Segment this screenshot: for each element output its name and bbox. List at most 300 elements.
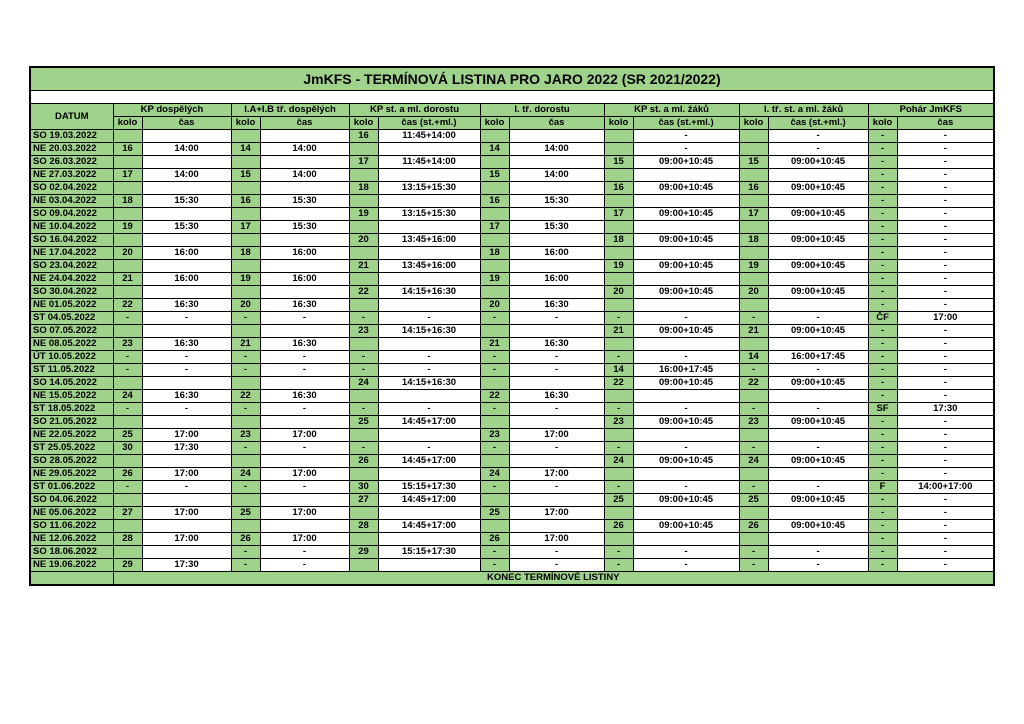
kolo-cell: - bbox=[480, 481, 509, 494]
table-row bbox=[31, 312, 993, 325]
cas-cell: - bbox=[768, 403, 868, 416]
kolo-cell bbox=[604, 221, 633, 234]
cas-cell: 14:15+16:30 bbox=[378, 377, 480, 390]
cas-cell bbox=[509, 182, 604, 195]
kolo-cell: 15 bbox=[604, 156, 633, 169]
kolo-cell: - bbox=[868, 442, 897, 455]
date-cell: SO 23.04.2022 bbox=[31, 260, 113, 273]
kolo-cell bbox=[349, 273, 378, 286]
kolo-cell bbox=[480, 325, 509, 338]
kolo-cell bbox=[231, 416, 260, 429]
kolo-cell: - bbox=[739, 559, 768, 572]
date-cell: NE 10.04.2022 bbox=[31, 221, 113, 234]
kolo-cell: 21 bbox=[349, 260, 378, 273]
kolo-cell: 29 bbox=[349, 546, 378, 559]
cas-cell: - bbox=[142, 364, 231, 377]
cas-cell bbox=[633, 169, 739, 182]
kolo-cell bbox=[113, 260, 142, 273]
cas-cell: - bbox=[509, 351, 604, 364]
cas-cell: - bbox=[260, 481, 349, 494]
cas-cell: - bbox=[897, 468, 993, 481]
cas-cell bbox=[142, 455, 231, 468]
kolo-cell: SF bbox=[868, 403, 897, 416]
kolo-cell: 25 bbox=[739, 494, 768, 507]
kolo-cell: - bbox=[480, 364, 509, 377]
cas-cell: - bbox=[897, 377, 993, 390]
kolo-cell: 17 bbox=[739, 208, 768, 221]
cas-cell bbox=[142, 325, 231, 338]
cas-cell bbox=[633, 247, 739, 260]
kolo-cell: - bbox=[480, 546, 509, 559]
table-row bbox=[31, 468, 993, 481]
kolo-cell: 21 bbox=[113, 273, 142, 286]
cas-cell bbox=[260, 182, 349, 195]
date-cell: NE 20.03.2022 bbox=[31, 143, 113, 156]
cas-header: čas bbox=[509, 117, 604, 130]
kolo-cell bbox=[604, 130, 633, 143]
cas-cell: - bbox=[897, 156, 993, 169]
cas-cell: 15:30 bbox=[509, 221, 604, 234]
cas-cell: - bbox=[378, 364, 480, 377]
kolo-cell: - bbox=[868, 468, 897, 481]
kolo-cell bbox=[231, 286, 260, 299]
kolo-cell: - bbox=[868, 520, 897, 533]
kolo-cell bbox=[113, 286, 142, 299]
date-cell: SO 21.05.2022 bbox=[31, 416, 113, 429]
kolo-cell: - bbox=[113, 312, 142, 325]
kolo-header: kolo bbox=[349, 117, 378, 130]
cas-cell: 16:30 bbox=[142, 299, 231, 312]
cas-cell: - bbox=[633, 312, 739, 325]
kolo-cell: - bbox=[604, 559, 633, 572]
table-row bbox=[31, 299, 993, 312]
kolo-cell: 16 bbox=[480, 195, 509, 208]
kolo-header: kolo bbox=[868, 117, 897, 130]
date-cell: NE 22.05.2022 bbox=[31, 429, 113, 442]
cas-cell bbox=[768, 247, 868, 260]
cas-cell: 09:00+10:45 bbox=[633, 208, 739, 221]
cas-cell: 14:00 bbox=[142, 169, 231, 182]
cas-cell bbox=[768, 429, 868, 442]
table-row bbox=[31, 130, 993, 143]
cas-cell bbox=[768, 338, 868, 351]
kolo-cell: 23 bbox=[604, 416, 633, 429]
kolo-cell bbox=[739, 429, 768, 442]
kolo-cell: - bbox=[349, 351, 378, 364]
cas-cell bbox=[509, 234, 604, 247]
kolo-cell: - bbox=[739, 364, 768, 377]
page-title: JmKFS - TERMÍNOVÁ LISTINA PRO JARO 2022 (SR 2021/2022) bbox=[31, 68, 993, 91]
kolo-cell: 29 bbox=[113, 559, 142, 572]
kolo-cell bbox=[739, 299, 768, 312]
kolo-cell: 30 bbox=[349, 481, 378, 494]
cas-cell: 15:15+17:30 bbox=[378, 481, 480, 494]
cas-cell: 16:30 bbox=[260, 338, 349, 351]
kolo-cell: 16 bbox=[604, 182, 633, 195]
cas-cell bbox=[260, 455, 349, 468]
cas-cell: - bbox=[897, 273, 993, 286]
kolo-cell: 26 bbox=[739, 520, 768, 533]
cas-cell: 17:00 bbox=[509, 429, 604, 442]
cas-cell: - bbox=[633, 481, 739, 494]
cas-cell: - bbox=[142, 481, 231, 494]
cas-cell bbox=[509, 208, 604, 221]
kolo-cell: 17 bbox=[604, 208, 633, 221]
cas-cell: 15:30 bbox=[509, 195, 604, 208]
kolo-cell bbox=[113, 130, 142, 143]
cas-cell bbox=[378, 273, 480, 286]
kolo-cell bbox=[604, 468, 633, 481]
cas-cell: 14:00 bbox=[260, 169, 349, 182]
cas-cell: - bbox=[897, 338, 993, 351]
kolo-cell bbox=[480, 234, 509, 247]
kolo-cell: 16 bbox=[739, 182, 768, 195]
kolo-cell bbox=[231, 208, 260, 221]
cas-cell bbox=[142, 182, 231, 195]
table-row bbox=[31, 520, 993, 533]
kolo-cell: - bbox=[868, 195, 897, 208]
cas-cell: 17:00 bbox=[142, 507, 231, 520]
cas-cell: - bbox=[142, 312, 231, 325]
kolo-cell bbox=[604, 390, 633, 403]
date-cell: SO 14.05.2022 bbox=[31, 377, 113, 390]
kolo-cell: - bbox=[868, 286, 897, 299]
kolo-cell: - bbox=[231, 481, 260, 494]
cas-cell: 09:00+10:45 bbox=[633, 455, 739, 468]
kolo-cell: 25 bbox=[113, 429, 142, 442]
kolo-cell bbox=[349, 390, 378, 403]
kolo-cell: 18 bbox=[231, 247, 260, 260]
cas-cell: 09:00+10:45 bbox=[768, 182, 868, 195]
date-cell: ST 11.05.2022 bbox=[31, 364, 113, 377]
date-cell: NE 05.06.2022 bbox=[31, 507, 113, 520]
kolo-cell: 23 bbox=[113, 338, 142, 351]
cas-cell bbox=[633, 299, 739, 312]
kolo-cell bbox=[480, 494, 509, 507]
cas-cell: 16:00 bbox=[509, 273, 604, 286]
cas-cell: - bbox=[378, 351, 480, 364]
date-cell: NE 01.05.2022 bbox=[31, 299, 113, 312]
cas-cell bbox=[142, 156, 231, 169]
cas-cell: 15:30 bbox=[260, 195, 349, 208]
kolo-cell: - bbox=[868, 390, 897, 403]
date-cell: ST 04.05.2022 bbox=[31, 312, 113, 325]
cas-cell: - bbox=[897, 416, 993, 429]
date-cell: SO 16.04.2022 bbox=[31, 234, 113, 247]
kolo-cell: - bbox=[349, 403, 378, 416]
kolo-cell bbox=[349, 221, 378, 234]
table-row bbox=[31, 494, 993, 507]
cas-cell: - bbox=[897, 130, 993, 143]
cas-cell: 09:00+10:45 bbox=[633, 156, 739, 169]
cas-cell bbox=[509, 130, 604, 143]
kolo-cell bbox=[349, 468, 378, 481]
cas-cell bbox=[768, 273, 868, 286]
cas-cell: 16:30 bbox=[260, 299, 349, 312]
cas-cell: 16:00+17:45 bbox=[768, 351, 868, 364]
kolo-cell bbox=[604, 299, 633, 312]
cas-cell bbox=[633, 507, 739, 520]
kolo-cell bbox=[604, 273, 633, 286]
cas-cell bbox=[768, 533, 868, 546]
cas-cell: 14:00 bbox=[142, 143, 231, 156]
kolo-cell: 20 bbox=[113, 247, 142, 260]
cas-cell: 17:00 bbox=[509, 507, 604, 520]
cas-cell bbox=[142, 416, 231, 429]
cas-cell: - bbox=[142, 403, 231, 416]
kolo-cell: 14 bbox=[739, 351, 768, 364]
kolo-cell: - bbox=[113, 364, 142, 377]
cas-cell: - bbox=[897, 260, 993, 273]
kolo-cell bbox=[604, 429, 633, 442]
date-cell: NE 12.06.2022 bbox=[31, 533, 113, 546]
table-row bbox=[31, 247, 993, 260]
cas-cell bbox=[378, 338, 480, 351]
cas-cell bbox=[142, 546, 231, 559]
table-row bbox=[31, 442, 993, 455]
cas-cell: 17:30 bbox=[142, 559, 231, 572]
kolo-cell: - bbox=[739, 312, 768, 325]
kolo-cell: 26 bbox=[349, 455, 378, 468]
kolo-cell: 21 bbox=[231, 338, 260, 351]
kolo-cell bbox=[480, 182, 509, 195]
kolo-cell bbox=[113, 234, 142, 247]
cas-cell: - bbox=[260, 546, 349, 559]
cas-cell bbox=[378, 169, 480, 182]
kolo-cell: 25 bbox=[231, 507, 260, 520]
table-row bbox=[31, 234, 993, 247]
cas-cell: - bbox=[633, 143, 739, 156]
kolo-cell: 20 bbox=[349, 234, 378, 247]
header-row-subcolumns bbox=[31, 117, 993, 130]
cas-cell bbox=[260, 286, 349, 299]
cas-cell: - bbox=[509, 312, 604, 325]
cas-cell: 16:00 bbox=[260, 247, 349, 260]
kolo-cell bbox=[480, 130, 509, 143]
date-cell: NE 29.05.2022 bbox=[31, 468, 113, 481]
cas-cell: 14:00 bbox=[260, 143, 349, 156]
cas-cell: - bbox=[142, 351, 231, 364]
cas-cell: 16:00 bbox=[509, 247, 604, 260]
cas-cell: 17:00 bbox=[260, 507, 349, 520]
cas-cell: 09:00+10:45 bbox=[768, 455, 868, 468]
cas-cell: 09:00+10:45 bbox=[768, 234, 868, 247]
cas-cell bbox=[633, 429, 739, 442]
cas-cell: 17:00 bbox=[142, 468, 231, 481]
kolo-cell: - bbox=[868, 208, 897, 221]
kolo-cell bbox=[739, 338, 768, 351]
kolo-cell bbox=[604, 169, 633, 182]
kolo-cell: - bbox=[868, 247, 897, 260]
cas-cell bbox=[142, 234, 231, 247]
cas-cell: - bbox=[897, 507, 993, 520]
kolo-cell: - bbox=[480, 559, 509, 572]
group-header-pohar: Pohár JmKFS bbox=[868, 104, 993, 117]
cas-cell bbox=[509, 286, 604, 299]
cas-cell bbox=[768, 169, 868, 182]
cas-cell bbox=[509, 520, 604, 533]
cas-cell: - bbox=[260, 442, 349, 455]
cas-cell bbox=[509, 260, 604, 273]
cas-cell bbox=[768, 299, 868, 312]
cas-cell bbox=[378, 429, 480, 442]
group-header-i-tr-zaku: I. tř. st. a ml. žáků bbox=[739, 104, 868, 117]
kolo-cell: - bbox=[868, 325, 897, 338]
date-cell: SO 18.06.2022 bbox=[31, 546, 113, 559]
cas-cell: 09:00+10:45 bbox=[633, 377, 739, 390]
cas-cell: 17:00 bbox=[260, 533, 349, 546]
kolo-cell: 26 bbox=[480, 533, 509, 546]
cas-cell bbox=[142, 208, 231, 221]
kolo-cell bbox=[604, 507, 633, 520]
cas-cell: - bbox=[897, 520, 993, 533]
table-row bbox=[31, 429, 993, 442]
cas-cell: - bbox=[633, 351, 739, 364]
date-cell: SO 28.05.2022 bbox=[31, 455, 113, 468]
kolo-cell bbox=[604, 338, 633, 351]
kolo-cell: - bbox=[113, 351, 142, 364]
table-row bbox=[31, 156, 993, 169]
table-row bbox=[31, 338, 993, 351]
table-row bbox=[31, 208, 993, 221]
cas-cell: - bbox=[260, 351, 349, 364]
kolo-cell: - bbox=[604, 403, 633, 416]
kolo-cell: 21 bbox=[739, 325, 768, 338]
kolo-cell: 26 bbox=[113, 468, 142, 481]
kolo-cell: 18 bbox=[349, 182, 378, 195]
cas-cell: 16:30 bbox=[509, 299, 604, 312]
cas-cell: - bbox=[633, 559, 739, 572]
date-cell: NE 15.05.2022 bbox=[31, 390, 113, 403]
kolo-header: kolo bbox=[113, 117, 142, 130]
cas-cell: 09:00+10:45 bbox=[633, 520, 739, 533]
cas-header: čas bbox=[142, 117, 231, 130]
cas-cell: 14:45+17:00 bbox=[378, 416, 480, 429]
cas-cell: - bbox=[633, 403, 739, 416]
kolo-cell bbox=[231, 156, 260, 169]
kolo-cell: 26 bbox=[604, 520, 633, 533]
cas-cell bbox=[633, 533, 739, 546]
schedule-table bbox=[31, 104, 993, 584]
kolo-cell: F bbox=[868, 481, 897, 494]
cas-cell: - bbox=[897, 325, 993, 338]
cas-cell: 16:00+17:45 bbox=[633, 364, 739, 377]
cas-cell: - bbox=[897, 390, 993, 403]
cas-cell: 17:00 bbox=[260, 468, 349, 481]
kolo-cell: 24 bbox=[604, 455, 633, 468]
cas-cell: - bbox=[768, 442, 868, 455]
cas-cell: - bbox=[378, 442, 480, 455]
date-cell: SO 02.04.2022 bbox=[31, 182, 113, 195]
kolo-cell: - bbox=[480, 312, 509, 325]
header-row-groups bbox=[31, 104, 993, 117]
kolo-cell bbox=[480, 377, 509, 390]
cas-cell: - bbox=[378, 403, 480, 416]
cas-cell: 09:00+10:45 bbox=[633, 182, 739, 195]
cas-cell bbox=[378, 299, 480, 312]
cas-cell bbox=[378, 221, 480, 234]
cas-cell bbox=[633, 468, 739, 481]
cas-header: čas (st.+ml.) bbox=[768, 117, 868, 130]
cas-cell: 16:30 bbox=[142, 338, 231, 351]
kolo-cell: 15 bbox=[231, 169, 260, 182]
cas-cell bbox=[260, 520, 349, 533]
cas-cell: - bbox=[509, 481, 604, 494]
kolo-cell bbox=[113, 546, 142, 559]
kolo-cell: - bbox=[604, 442, 633, 455]
cas-cell bbox=[142, 286, 231, 299]
kolo-cell: 28 bbox=[113, 533, 142, 546]
table-row bbox=[31, 455, 993, 468]
cas-cell bbox=[260, 325, 349, 338]
kolo-cell bbox=[480, 156, 509, 169]
cas-cell: - bbox=[897, 351, 993, 364]
kolo-cell bbox=[349, 195, 378, 208]
kolo-cell: 25 bbox=[480, 507, 509, 520]
cas-cell: - bbox=[897, 143, 993, 156]
cas-cell bbox=[509, 325, 604, 338]
kolo-cell bbox=[349, 143, 378, 156]
cas-cell: 09:00+10:45 bbox=[768, 325, 868, 338]
kolo-cell: - bbox=[604, 351, 633, 364]
cas-cell: 15:30 bbox=[142, 221, 231, 234]
cas-cell bbox=[378, 247, 480, 260]
kolo-cell: 18 bbox=[480, 247, 509, 260]
cas-cell: - bbox=[897, 455, 993, 468]
kolo-cell: 28 bbox=[349, 520, 378, 533]
cas-cell: - bbox=[897, 533, 993, 546]
cas-cell: - bbox=[633, 546, 739, 559]
cas-cell: 13:15+15:30 bbox=[378, 208, 480, 221]
date-cell: NE 17.04.2022 bbox=[31, 247, 113, 260]
cas-cell: 11:45+14:00 bbox=[378, 130, 480, 143]
kolo-cell: - bbox=[349, 312, 378, 325]
cas-cell bbox=[378, 390, 480, 403]
kolo-cell: 21 bbox=[604, 325, 633, 338]
kolo-cell: 23 bbox=[480, 429, 509, 442]
cas-cell bbox=[378, 507, 480, 520]
kolo-cell bbox=[480, 208, 509, 221]
kolo-cell bbox=[113, 377, 142, 390]
cas-cell bbox=[768, 221, 868, 234]
title-spacer bbox=[31, 91, 993, 104]
cas-cell: - bbox=[897, 169, 993, 182]
kolo-cell: 16 bbox=[113, 143, 142, 156]
cas-header: čas (st.+ml.) bbox=[378, 117, 480, 130]
kolo-cell bbox=[739, 130, 768, 143]
end-of-schedule-label: KONEC TERMÍNOVÉ LISTINY bbox=[113, 572, 993, 585]
kolo-cell: - bbox=[868, 273, 897, 286]
cas-cell bbox=[378, 559, 480, 572]
cas-cell bbox=[260, 156, 349, 169]
kolo-cell: - bbox=[739, 442, 768, 455]
cas-cell: - bbox=[378, 312, 480, 325]
cas-cell: 17:00 bbox=[260, 429, 349, 442]
kolo-cell: 14 bbox=[604, 364, 633, 377]
kolo-cell bbox=[113, 520, 142, 533]
cas-cell: - bbox=[897, 559, 993, 572]
kolo-cell: - bbox=[480, 351, 509, 364]
cas-cell bbox=[260, 208, 349, 221]
cas-cell: 16:30 bbox=[509, 390, 604, 403]
table-row bbox=[31, 533, 993, 546]
cas-cell: 09:00+10:45 bbox=[768, 520, 868, 533]
kolo-cell bbox=[231, 377, 260, 390]
cas-cell: - bbox=[633, 130, 739, 143]
cas-cell: - bbox=[897, 494, 993, 507]
table-row bbox=[31, 143, 993, 156]
cas-cell: 17:30 bbox=[897, 403, 993, 416]
